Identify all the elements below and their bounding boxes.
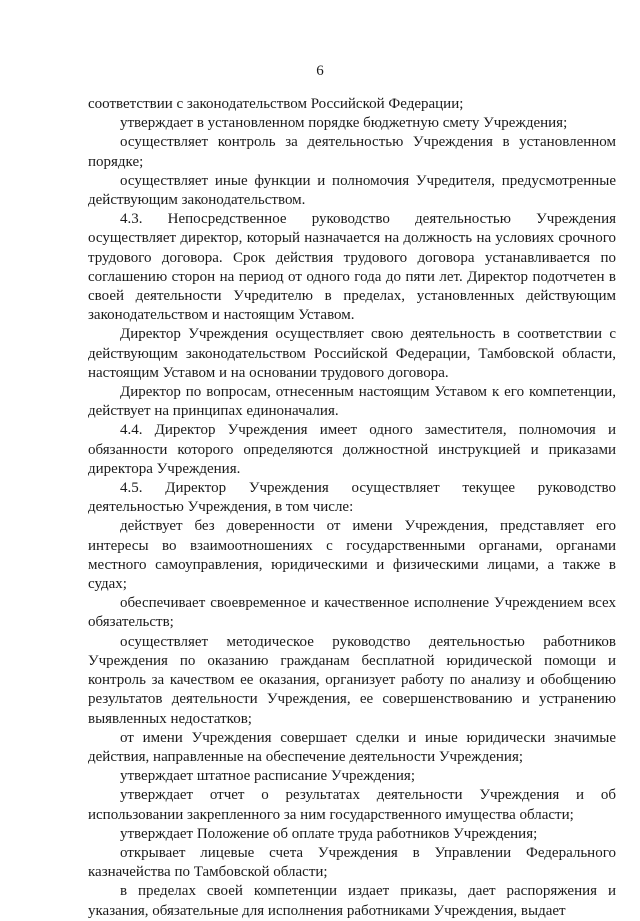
paragraph: утверждает в установленном порядке бюджетную смету Учреждения; (120, 115, 568, 132)
list-item: утверждает Положение об оплате труда работников Учреждения; (120, 825, 538, 842)
list-item: от имени Учреждения совершает сделки и иные юридически значимые действия, направленные на обеспечение деятельности Учреждения; (88, 729, 616, 765)
list-item: утверждает отчет о результатах деятельности Учреждения и об использовании закрепленного за ним государственного имущества области; (88, 787, 616, 823)
list-item: действует без доверенности от имени Учреждения, представляет его интересы во взаимоотношениях с государственными органами, органами местного самоуправления, юридическими и физическими лицами, а также в судах; (88, 518, 616, 593)
list-item: осуществляет методическое руководство деятельностью работников Учреждения по оказанию гражданам бесплатной юридической помощи и контроль за качеством ее оказания, организует работу по анализу и обобщению результатов деятельности Учреждения, ее совершенствованию и устранению выявленных недостатков; (88, 633, 616, 727)
list-item: утверждает штатное расписание Учреждения; (120, 768, 415, 785)
list-item: обеспечивает своевременное и качественное исполнение Учреждением всех обязательств; (88, 595, 616, 631)
page-number: 6 (316, 63, 324, 79)
list-item: в пределах своей компетенции издает приказы, дает распоряжения и указания, обязательные для исполнения работниками Учреждения, выдает (88, 883, 616, 919)
paragraph: осуществляет иные функции и полномочия Учредителя, предусмотренные действующим законодательством. (88, 172, 616, 209)
section-4-5-paragraph: 4.5. Директор Учреждения осуществляет текущее руководство деятельностью Учреждения, в том числе: (88, 480, 616, 516)
paragraph: Директор по вопросам, отнесенным настоящим Уставом к его компетенции, действует на принципах единоначалия. (88, 384, 616, 420)
section-4-4-paragraph: 4.4. Директор Учреждения имеет одного заместителя, полномочия и обязанности которого определяются должностной инструкцией и приказами директора Учреждения. (88, 422, 616, 477)
paragraph: осуществляет контроль за деятельностью Учреждения в установленном порядке; (88, 134, 616, 170)
document-body (88, 95, 616, 921)
list-item: открывает лицевые счета Учреждения в Управлении Федерального казначейства по Тамбовской области; (88, 844, 616, 881)
paragraph: соответствии с законодательством Российской Федерации; (88, 96, 464, 112)
paragraph: Директор Учреждения осуществляет свою деятельность в соответствии с действующим законодательством Российской Федерации, Тамбовской области, настоящим Уставом и на основании трудового договора. (88, 326, 616, 381)
section-4-3-paragraph: 4.3. Непосредственное руководство деятельностью Учреждения осуществляет директор, который назначается на должность на условиях срочного трудового договора. Срок действия трудового договора устанавливается по соглашению сторон на период от одного года до пяти лет. Директор подотчетен в своей деятельности Учредителю в пределах, установленных действующим законодательством и настоящим Уставом. (88, 211, 616, 324)
